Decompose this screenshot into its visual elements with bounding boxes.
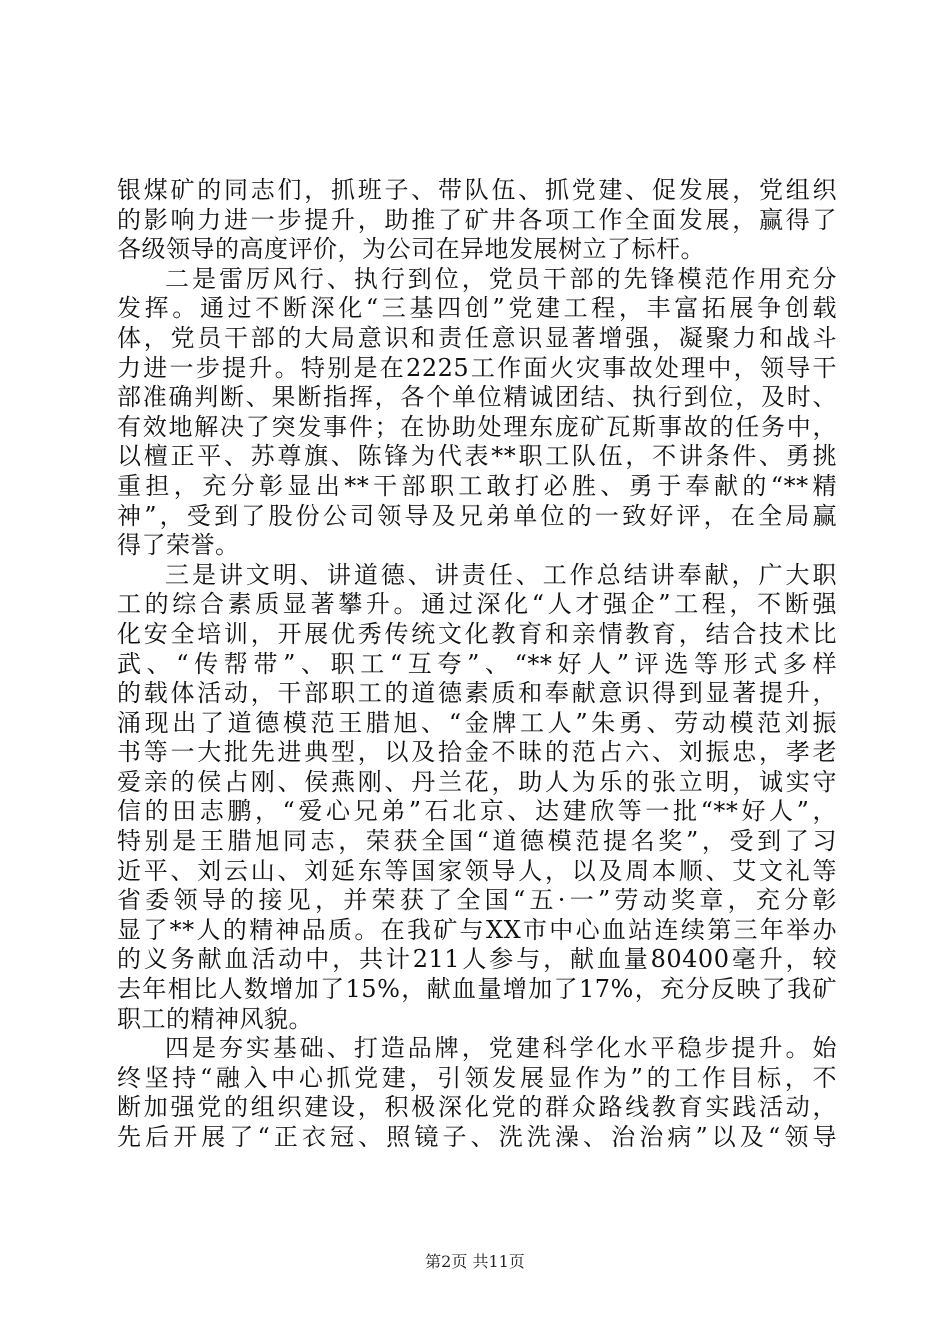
text-line: 的义务献血活动中，共计211人参与，献血量80400毫升，较 — [117, 945, 837, 974]
text-line: 特别是王腊旭同志，荣获全国“道德模范提名奖”，受到了习 — [117, 827, 837, 856]
text-line: 的载体活动，干部职工的道德素质和奉献意识得到显著提升， — [117, 679, 837, 708]
text-line: 近平、刘云山、刘延东等国家领导人，以及周本顺、艾文礼等 — [117, 856, 837, 885]
text-line: 有效地解决了突发事件；在协助处理东庞矿瓦斯事故的任务中， — [117, 412, 837, 441]
text-line: 四是夯实基础、打造品牌，党建科学化水平稳步提升。始 — [165, 1034, 837, 1063]
text-line: 化安全培训，开展优秀传统文化教育和亲情教育，结合技术比 — [117, 619, 837, 648]
text-line: 武、“传帮带”、职工“互夸”、“**好人”评选等形式多样 — [117, 649, 837, 678]
text-line: 先后开展了“正衣冠、照镜子、洗洗澡、治治病”以及“领导 — [117, 1123, 837, 1151]
text-line: 终坚持“融入中心抓党建，引领发展显作为”的工作目标，不 — [117, 1063, 837, 1092]
text-line: 爱亲的侯占刚、侯燕刚、丹兰花，助人为乐的张立明，诚实守 — [117, 767, 837, 796]
page-footer — [0, 1252, 950, 1272]
text-line: 各级领导的高度评价，为公司在异地发展树立了标杆。 — [117, 235, 705, 264]
text-line: 发挥。通过不断深化“三基四创”党建工程，丰富拓展争创载 — [117, 294, 837, 323]
paragraph — [117, 1034, 837, 1152]
text-line: 体，党员干部的大局意识和责任意识显著增强，凝聚力和战斗 — [117, 323, 837, 352]
text-line: 以檀正平、苏尊旗、陈锋为代表**职工队伍，不讲条件、勇挑 — [117, 442, 837, 471]
text-line: 银煤矿的同志们，抓班子、带队伍、抓党建、促发展，党组织 — [117, 176, 837, 204]
paragraph — [117, 561, 837, 1035]
text-line: 得了荣誉。 — [117, 531, 240, 560]
text-line: 重担，充分彰显出**干部职工敢打必胜、勇于奉献的“**精 — [117, 471, 837, 500]
text-line: 工的综合素质显著攀升。通过深化“人才强企”工程，不断强 — [117, 590, 837, 619]
text-line: 神”，受到了股份公司领导及兄弟单位的一致好评，在全局赢 — [117, 501, 837, 530]
text-line: 信的田志鹏，“爱心兄弟”石北京、达建欣等一批“**好人”， — [117, 797, 837, 826]
text-line: 的影响力进一步提升，助推了矿井各项工作全面发展，赢得了 — [117, 205, 837, 234]
text-line: 书等一大批先进典型，以及拾金不昧的范占六、刘振忠，孝老 — [117, 738, 837, 767]
text-line: 涌现出了道德模范王腊旭、“金牌工人”朱勇、劳动模范刘振 — [117, 708, 837, 737]
text-line: 省委领导的接见，并荣获了全国“五·一”劳动奖章，充分彰 — [117, 886, 837, 915]
text-line: 显了**人的精神品质。在我矿与XX市中心血站连续第三年举办 — [117, 915, 837, 944]
text-line: 三是讲文明、讲道德、讲责任、工作总结讲奉献，广大职 — [165, 560, 837, 589]
text-line: 职工的精神风貌。 — [117, 1004, 313, 1033]
text-line: 部准确判断、果断指挥，各个单位精诚团结、执行到位，及时、 — [117, 383, 837, 412]
text-line: 力进一步提升。特别是在2225工作面火灾事故处理中，领导干 — [117, 353, 837, 382]
paragraph — [117, 176, 837, 265]
text-line: 去年相比人数增加了15%，献血量增加了17%，充分反映了我矿 — [117, 975, 837, 1004]
paragraph — [117, 265, 837, 561]
text-line: 断加强党的组织建设，积极深化党的群众路线教育实践活动， — [117, 1093, 837, 1122]
text-line: 二是雷厉风行、执行到位，党员干部的先锋模范作用充分 — [165, 264, 837, 293]
document-body — [117, 176, 837, 1153]
page-number-label: 第2页 共11页 — [425, 1252, 525, 1271]
